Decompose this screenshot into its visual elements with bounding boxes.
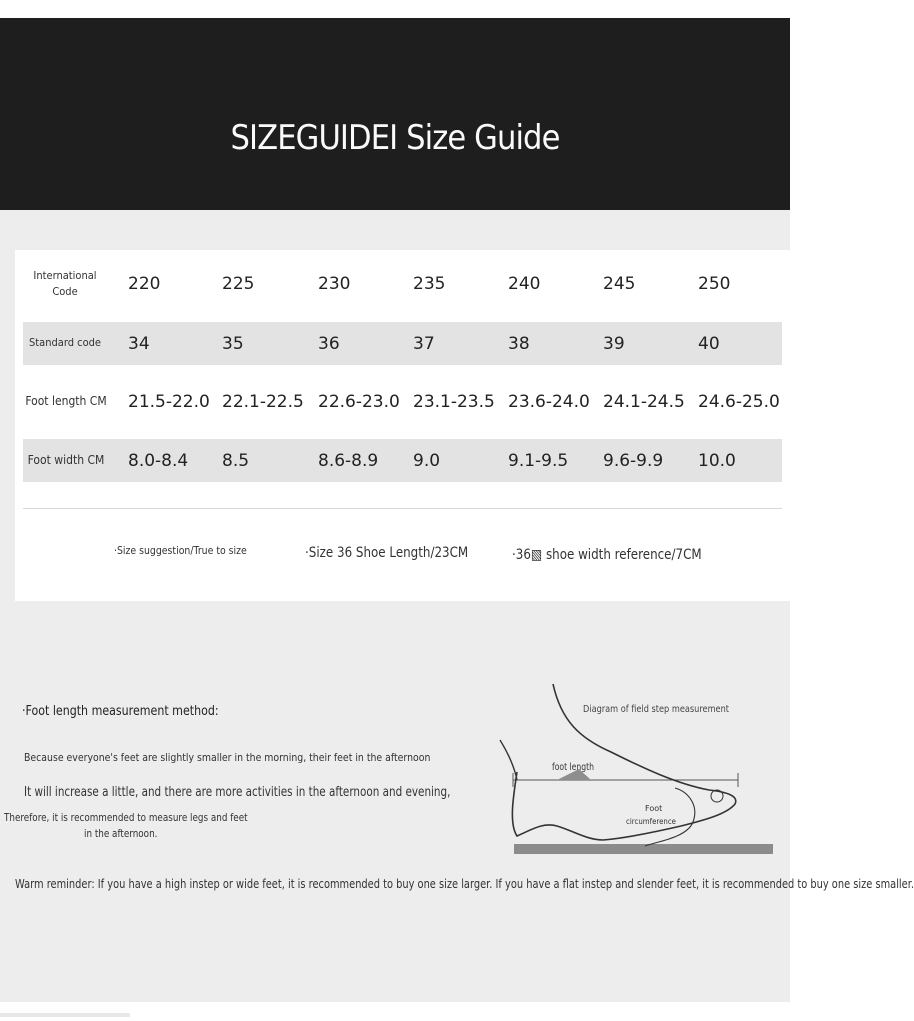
warm-reminder: Warm reminder: If you have a high instep or wide feet, it is recommended to buy one size larger. If you have a flat instep and slender feet, it is recommended to buy one size smaller. — [15, 877, 914, 891]
table-cell: 225 — [222, 274, 255, 294]
table-cell: 245 — [603, 274, 636, 294]
circumference-label: Foot — [645, 804, 663, 813]
measurement-text: in the afternoon. — [84, 827, 158, 840]
row-label-standard-code: Standard code — [28, 336, 101, 349]
table-cell: 40 — [698, 334, 720, 354]
header-banner — [0, 18, 790, 210]
table-cell: 235 — [413, 274, 446, 294]
table-cell: 8.6-8.9 — [318, 451, 379, 471]
measurement-text: It will increase a little, and there are more activities in the afternoon and evening, — [24, 785, 451, 800]
table-row — [23, 380, 782, 424]
page-title: SIZEGUIDEI Size Guide — [230, 118, 560, 158]
table-cell: 10.0 — [698, 451, 736, 471]
table-row — [23, 322, 782, 365]
circumference-label: circumference — [626, 817, 677, 826]
foot-length-label: foot length — [552, 762, 594, 773]
measurement-text: Because everyone's feet are slightly smaller in the morning, their feet in the afternoon — [24, 751, 431, 764]
table-cell: 39 — [603, 334, 625, 354]
table-cell: 220 — [128, 274, 161, 294]
divider — [0, 1013, 130, 1017]
table-cell: 230 — [318, 274, 351, 294]
table-cell: 9.1-9.5 — [508, 451, 569, 471]
table-cell: 38 — [508, 334, 530, 354]
table-cell: 9.0 — [413, 451, 441, 471]
table-cell: 34 — [128, 334, 150, 354]
table-cell: 8.0-8.4 — [128, 451, 189, 471]
table-cell: 37 — [413, 334, 435, 354]
table-cell: 24.1-24.5 — [603, 392, 685, 412]
table-cell: 22.1-22.5 — [222, 392, 304, 412]
table-cell: 36 — [318, 334, 340, 354]
table-cell: 23.6-24.0 — [508, 392, 590, 412]
leg-outline-icon — [500, 740, 517, 780]
table-cell: 8.5 — [222, 451, 250, 471]
table-cell: 250 — [698, 274, 731, 294]
table-row — [23, 439, 782, 482]
table-cell: 24.6-25.0 — [698, 392, 780, 412]
ground-bar — [514, 844, 773, 854]
row-label-foot-width: Foot width CM — [27, 453, 105, 467]
foot-measurement-diagram — [495, 680, 785, 865]
note-shoe-width: ·36▧ shoe width reference/7CM — [512, 547, 702, 563]
table-cell: 240 — [508, 274, 541, 294]
note-size-suggestion: ·Size suggestion/True to size — [114, 544, 247, 557]
row-label-international-code: International Code — [33, 269, 97, 298]
table-cell: 21.5-22.0 — [128, 392, 210, 412]
measurement-title: ·Foot length measurement method: — [22, 704, 219, 719]
divider — [23, 508, 782, 509]
measurement-text: Therefore, it is recommended to measure legs and feet — [4, 811, 248, 824]
table-cell: 35 — [222, 334, 244, 354]
note-shoe-length: ·Size 36 Shoe Length/23CM — [305, 545, 469, 561]
row-label-foot-length: Foot length CM — [25, 394, 107, 408]
diagram-title: Diagram of field step measurement — [583, 704, 730, 715]
table-cell: 22.6-23.0 — [318, 392, 400, 412]
table-cell: 9.6-9.9 — [603, 451, 664, 471]
table-row — [23, 262, 782, 306]
table-cell: 23.1-23.5 — [413, 392, 495, 412]
